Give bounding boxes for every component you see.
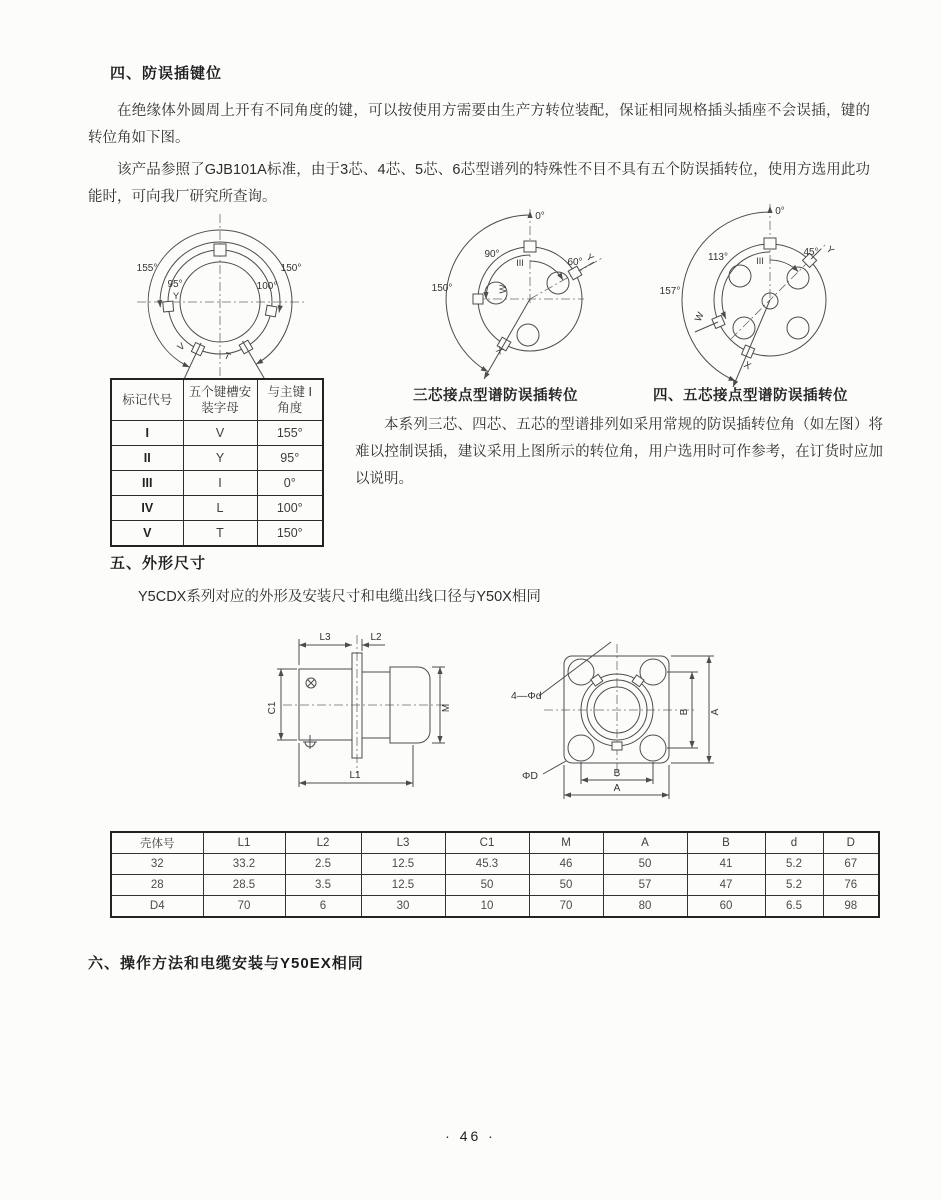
column-header: d [765, 832, 823, 854]
section-6-heading: 六、操作方法和电缆安装与Y50EX相同 [88, 955, 364, 972]
page-number: · 46 · [445, 1128, 496, 1144]
key-letter-main: III [756, 256, 764, 266]
key-table-header-code: 标记代号 [111, 379, 183, 421]
table-cell: III [111, 471, 183, 496]
key-letter-t: T [222, 350, 233, 363]
table-cell: I [183, 471, 257, 496]
table-cell: 41 [687, 854, 765, 875]
table-cell: 3.5 [285, 875, 361, 896]
pin-hole [733, 317, 755, 339]
table-cell: L [183, 496, 257, 521]
table-cell: 155° [257, 421, 323, 446]
table-cell: 100° [257, 496, 323, 521]
table-row [111, 421, 323, 446]
table-cell: V [183, 421, 257, 446]
phi-D-leader [543, 761, 566, 774]
table-row [111, 496, 323, 521]
diagram-five-core [648, 198, 890, 398]
section-4-paragraph-2: 该产品参照了GJB101A标准，由于3芯、4芯、5芯、6芯型谱列的特殊性不目不具有五个防误插转位，使用方选用此功能时，可向我厂研究所查询。 [88, 162, 870, 205]
key-position-table [110, 378, 324, 547]
column-header: D [823, 832, 879, 854]
table-row [111, 896, 879, 918]
key-letter-x: X [741, 359, 753, 373]
pin-hole [517, 324, 539, 346]
caption-four-five-core: 四、五芯接点型谱防误插转位 [653, 388, 848, 404]
table-row [111, 875, 879, 896]
column-header: M [529, 832, 603, 854]
phi-d-leader [539, 642, 611, 696]
dim-label-c1: C1 [267, 701, 278, 715]
pin-hole [729, 265, 751, 287]
key-letter-w: W [498, 284, 509, 294]
diagram-key-rotation [115, 210, 340, 398]
table-cell: D4 [111, 896, 203, 918]
table-cell: 10 [445, 896, 529, 918]
pin-hole [787, 267, 809, 289]
column-header: L3 [361, 832, 445, 854]
key-letter-main: III [516, 258, 524, 268]
column-header: C1 [445, 832, 529, 854]
table-cell: 30 [361, 896, 445, 918]
section-5-intro: Y5CDX系列对应的外形及安装尺寸和电缆出线口径与Y50X相同 [138, 589, 541, 605]
table-cell: 50 [603, 854, 687, 875]
key-table-header-letter: 五个键槽安 装字母 [183, 379, 257, 421]
table-cell: Y [183, 446, 257, 471]
key-letter-y: Y [823, 244, 836, 257]
section-4-heading: 四、防误插键位 [110, 65, 223, 82]
key-table-header-angle: 与主键 I 角度 [257, 379, 323, 421]
angle-label-45: 45° [803, 247, 819, 258]
table-cell: 47 [687, 875, 765, 896]
column-header: L1 [203, 832, 285, 854]
table-cell: 12.5 [361, 875, 445, 896]
table-cell: 28.5 [203, 875, 285, 896]
key-letter-w: W [692, 310, 707, 324]
mounting-hole [640, 735, 666, 761]
table-cell: 46 [529, 854, 603, 875]
table-cell: 0° [257, 471, 323, 496]
table-cell: II [111, 446, 183, 471]
caption-three-core: 三芯接点型谱防误插转位 [413, 388, 578, 404]
table-cell: 12.5 [361, 854, 445, 875]
table-cell: 50 [445, 875, 529, 896]
angle-label-157: 157° [659, 286, 681, 297]
angle-label-95: 95° [167, 279, 183, 290]
column-header: 壳体号 [111, 832, 203, 854]
table-cell: 95° [257, 446, 323, 471]
x-leader-line [733, 300, 770, 387]
dim-label-phi-D: ΦD [522, 770, 538, 782]
table-cell: 2.5 [285, 854, 361, 875]
key-letter-v: V [175, 340, 188, 354]
angle-label-113: 113° [708, 252, 728, 263]
angle-label-150: 150° [280, 263, 302, 274]
angle-label-90: 90° [484, 249, 500, 260]
table-cell: 70 [203, 896, 285, 918]
x-leader-line [484, 299, 530, 379]
dim-label-l2: L2 [370, 632, 382, 643]
table-cell: I [111, 421, 183, 446]
angle-label-60: 60° [567, 257, 583, 268]
pin-hole [787, 317, 809, 339]
table-cell: IV [111, 496, 183, 521]
dim-label-l3: L3 [319, 632, 331, 643]
angle-label-0: 0° [535, 211, 545, 222]
table-row [111, 854, 879, 875]
diagram-three-core [418, 203, 650, 388]
mounting-hole [568, 659, 594, 685]
table-cell: 60 [687, 896, 765, 918]
table-cell: 45.3 [445, 854, 529, 875]
table-cell: 57 [603, 875, 687, 896]
dim-label-a: A [613, 783, 621, 794]
dim-label-l1: L1 [349, 770, 361, 781]
table-row [111, 471, 323, 496]
dim-label-b-right: B [679, 708, 690, 716]
table-row [111, 521, 323, 547]
table-cell: 98 [823, 896, 879, 918]
dim-label-4-phi-d: 4—Φd [511, 690, 542, 702]
column-header: A [603, 832, 687, 854]
key-letter-y: Y [172, 291, 180, 302]
table-cell: 32 [111, 854, 203, 875]
angle-label-155: 155° [136, 263, 158, 274]
key-letter-y: Y [583, 251, 596, 265]
table-cell: 5.2 [765, 875, 823, 896]
table-cell: 6.5 [765, 896, 823, 918]
arc-150 [220, 230, 292, 364]
table-cell: 28 [111, 875, 203, 896]
table-cell: 76 [823, 875, 879, 896]
dim-label-m: M [441, 703, 452, 713]
section-5-heading: 五、外形尺寸 [110, 555, 207, 572]
dim-label-a-right: A [710, 708, 721, 716]
table-cell: 150° [257, 521, 323, 547]
arc-60 [530, 261, 563, 280]
angle-label-0: 0° [775, 206, 785, 217]
table-cell: 80 [603, 896, 687, 918]
column-header: L2 [285, 832, 361, 854]
dimensions-table [110, 831, 880, 918]
key-letter-x: X [493, 344, 506, 358]
section-4-paragraph-1: 在绝缘体外圆周上开有不同角度的键，可以按使用方需要由生产方转位装配，保证相同规格插头插座不会误插，键的转位角如下图。 [88, 103, 870, 146]
table-cell: 70 [529, 896, 603, 918]
arc-45 [770, 260, 798, 272]
table-cell: T [183, 521, 257, 547]
section-4-note: 本系列三芯、四芯、五芯的型谱排列如采用常规的防误插转位角（如左图）将难以控制误插，建议采用上图所示的转位角，用户选用时可作参考，在订货时应加以说明。 [355, 417, 883, 487]
table-cell: 5.2 [765, 854, 823, 875]
drawing-front-view [486, 628, 744, 828]
dim-label-b: B [613, 768, 621, 779]
table-cell: 6 [285, 896, 361, 918]
table-cell: 33.2 [203, 854, 285, 875]
column-header: B [687, 832, 765, 854]
table-cell: 50 [529, 875, 603, 896]
mounting-hole [568, 735, 594, 761]
arc-157 [682, 212, 770, 381]
angle-label-150: 150° [431, 283, 453, 294]
w-leader-line [695, 322, 718, 332]
table-cell: V [111, 521, 183, 547]
angle-label-100: 100° [256, 281, 278, 292]
drawing-side-view [233, 625, 485, 820]
table-header-row [111, 832, 879, 854]
table-row [111, 446, 323, 471]
table-cell: 67 [823, 854, 879, 875]
